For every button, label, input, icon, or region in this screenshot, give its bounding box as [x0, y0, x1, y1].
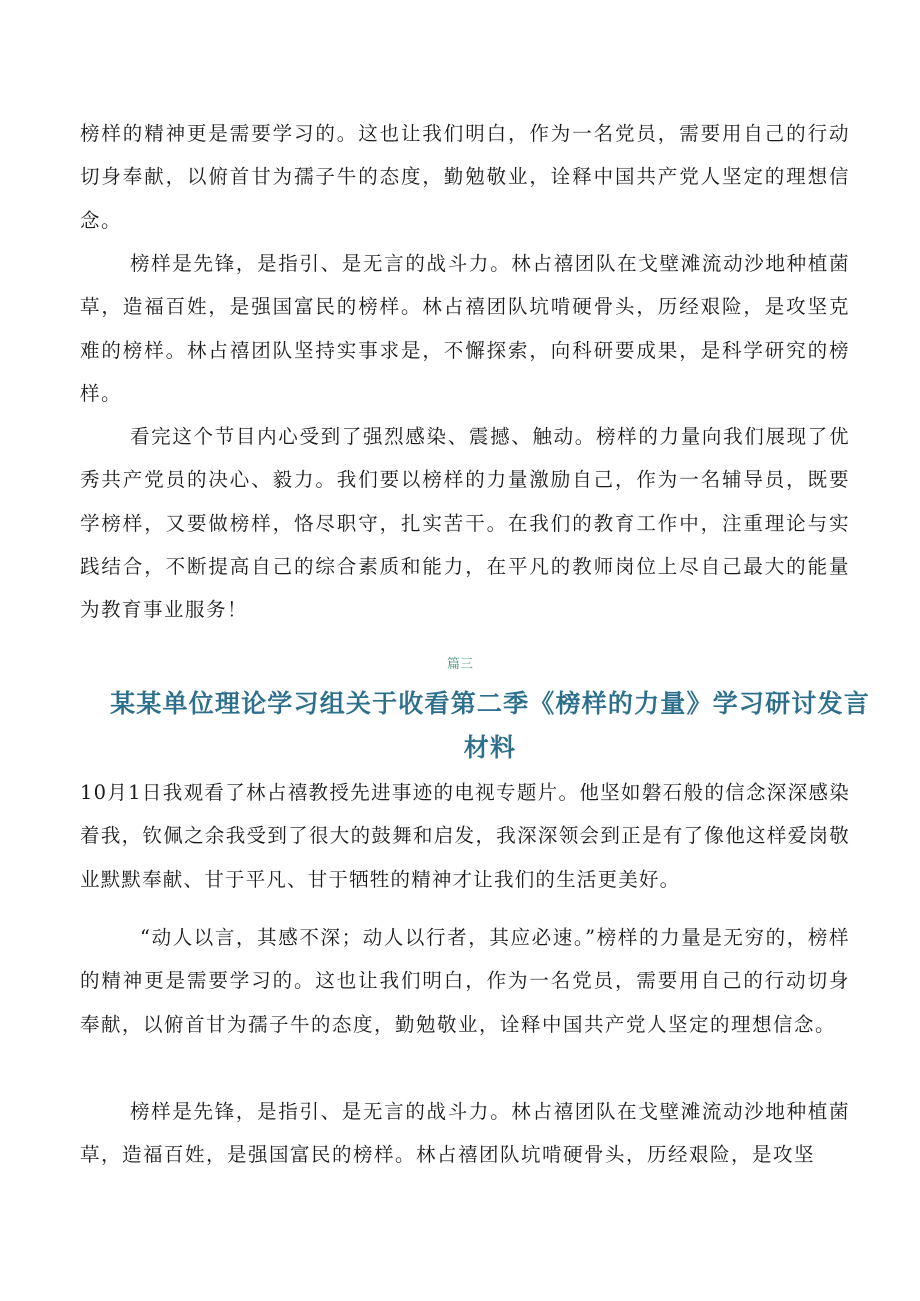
paragraph-role-models-vanguard-repeat: 榜样是先锋，是指引、是无言的战斗力。林占禧团队在戈壁滩流动沙地种植菌草，造福百姓，是强国富民的榜样。林占禧团队坑啃硬骨头，历经艰险，是攻坚 — [80, 1100, 850, 1167]
paragraph-reflection: 看完这个节目内心受到了强烈感染、震撼、触动。榜样的力量向我们展现了优秀共产党员的决心、毅力。我们要以榜样的力量激励自己，作为一名辅导员，既要学榜样，又要做榜样，恪尽职守，扎实苦干。在我们的教育工作中，注重理论与实践结合，不断提高自己的综合素质和能力，在平凡的教师岗位上尽自己最大的能量为教育事业服务！ — [80, 425, 850, 622]
paragraph-intro: 10月1日我观看了林占禧教授先进事迹的电视专题片。他坚如磐石般的信念深深感染着我，钦佩之余我受到了很大的鼓舞和启发，我深深领会到正是有了像他这样爱岗敬业默默奉献、甘于平凡、甘于牺牲的精神才让我们的生活更美好。 — [80, 781, 850, 891]
paragraph-role-models-vanguard: 榜样是先锋，是指引、是无言的战斗力。林占禧团队在戈壁滩流动沙地种植菌草，造福百姓，是强国富民的榜样。林占禧团队坑啃硬骨头，历经艰险，是攻坚克难的榜样。林占禧团队坚持实事求是，不懈探索，向科研要成果，是科学研究的榜样。 — [80, 252, 850, 405]
section-label: 篇三 — [446, 657, 473, 672]
paragraph-quote: “动人以言，其感不深；动人以行者，其应必速。”榜样的力量是无穷的，榜样的精神更是需要学习的。这也让我们明白，作为一名党员，需要用自己的行动切身奉献，以俯首甘为孺子牛的态度，勤勉敬业，诠释中国共产党人坚定的理想信念。 — [80, 926, 850, 1036]
section-title: 某某单位理论学习组关于收看第二季《榜样的力量》学习研讨发言材料 — [110, 689, 870, 762]
paragraph-continuation: 榜样的精神更是需要学习的。这也让我们明白，作为一名党员，需要用自己的行动切身奉献，以俯首甘为孺子牛的态度，勤勉敬业，诠释中国共产党人坚定的理想信念。 — [80, 122, 850, 232]
